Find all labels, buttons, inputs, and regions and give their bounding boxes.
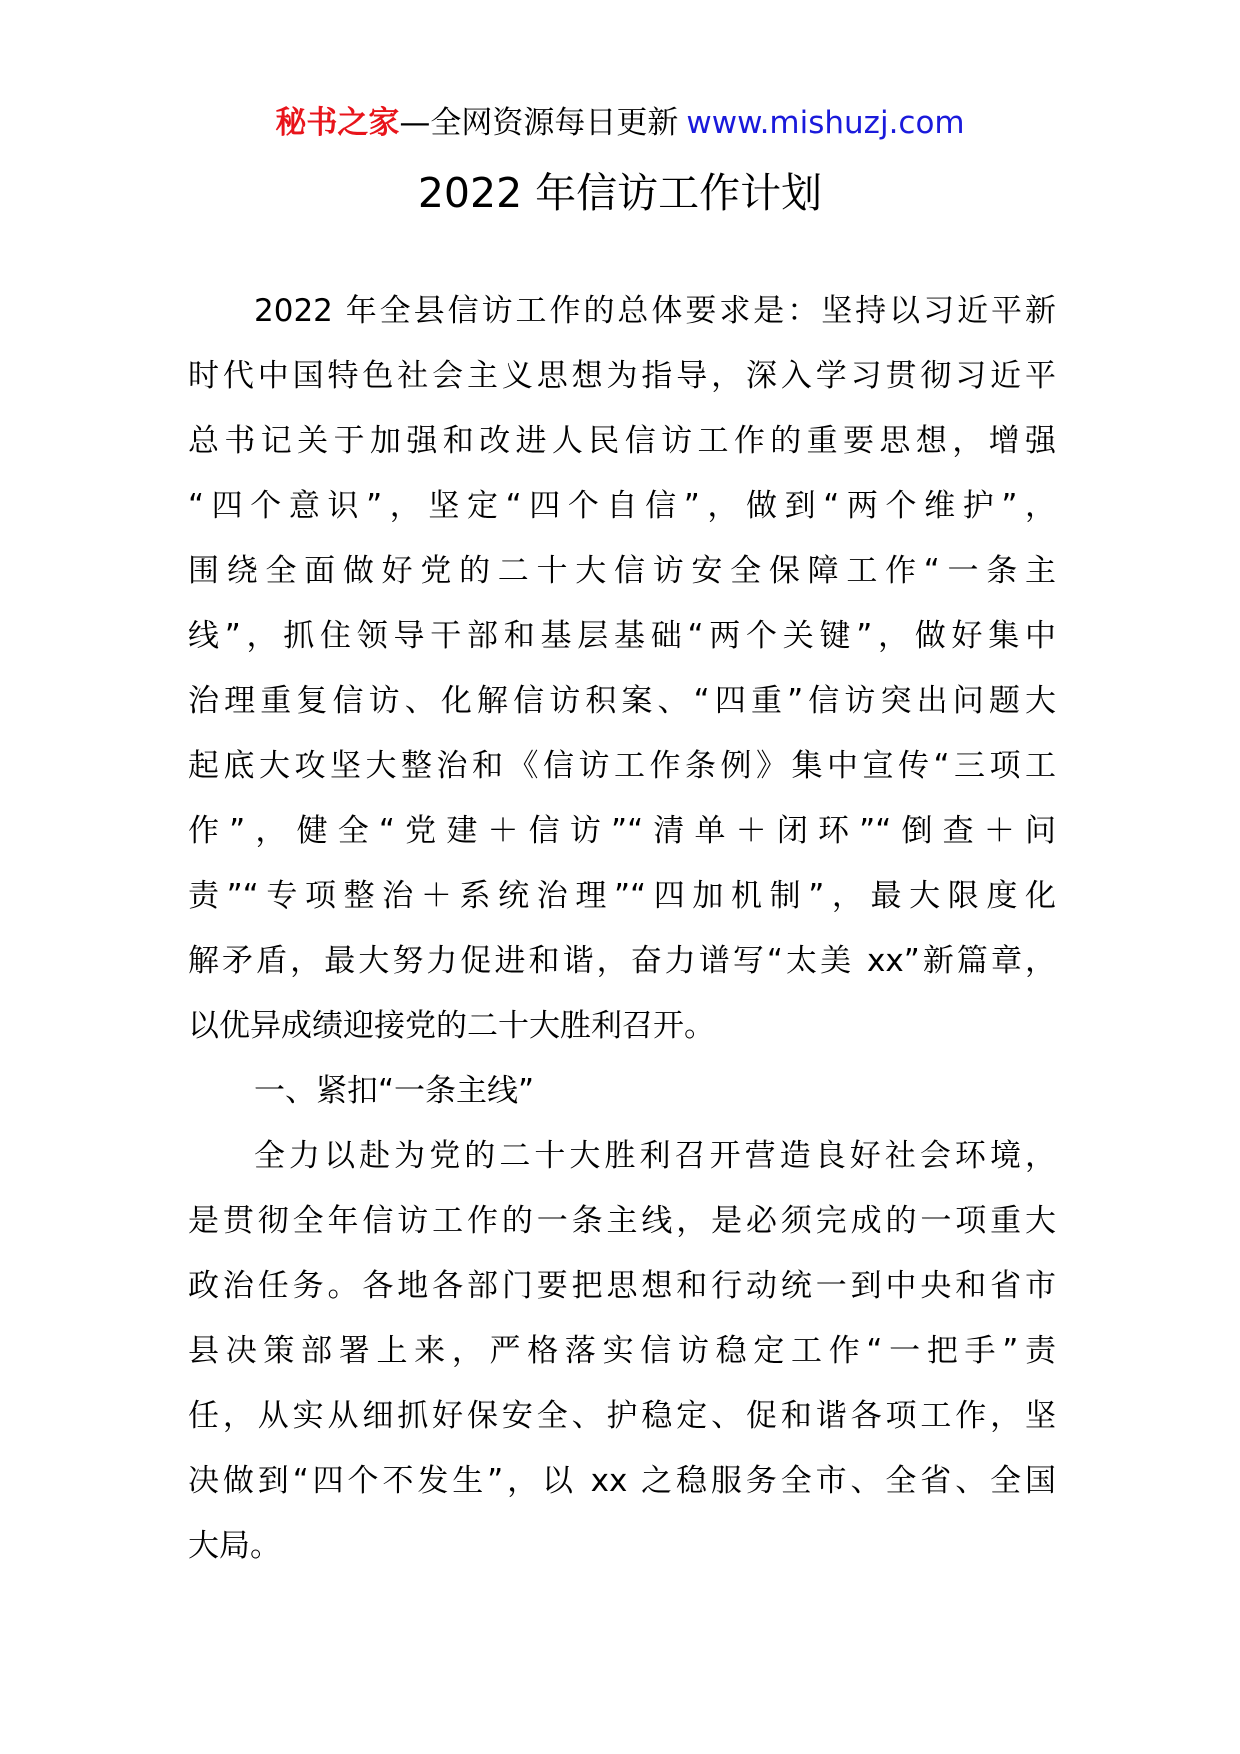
paragraph-line: “四个意识”，坚定“四个自信”，做到“两个维护”， <box>188 488 1056 524</box>
paragraph-line: 起底大攻坚大整治和《信访工作条例》集中宣传“三项工 <box>188 748 1056 784</box>
paragraph-line: 政治任务。各地各部门要把思想和行动统一到中央和省市 <box>188 1268 1056 1304</box>
paragraph-line: 是贯彻全年信访工作的一条主线，是必须完成的一项重大 <box>188 1203 1056 1239</box>
paragraph-line: 时代中国特色社会主义思想为指导，深入学习贯彻习近平 <box>188 358 1056 394</box>
section-heading: 一、紧扣“一条主线” <box>254 1073 535 1109</box>
paragraph-line: 大局。 <box>188 1528 281 1564</box>
paragraph-line: 线”，抓住领导干部和基层基础“两个关键”，做好集中 <box>188 618 1056 654</box>
paragraph-line: 以优异成绩迎接党的二十大胜利召开。 <box>188 1008 715 1044</box>
paragraph-line: 责”“专项整治＋系统治理”“四加机制”，最大限度化 <box>188 878 1056 914</box>
site-header <box>0 100 1240 146</box>
header-tagline: —全网资源每日更新 <box>399 105 679 141</box>
paragraph-line: 全力以赴为党的二十大胜利召开营造良好社会环境， <box>254 1138 1056 1174</box>
paragraph-line: 作”，健全“党建＋信访”“清单＋闭环”“倒查＋问 <box>188 813 1056 849</box>
paragraph-line: 县决策部署上来，严格落实信访稳定工作“一把手”责 <box>188 1333 1056 1369</box>
document-body <box>188 291 1056 1591</box>
brand-name: 秘书之家 <box>275 105 400 141</box>
paragraph-line: 围绕全面做好党的二十大信访安全保障工作“一条主 <box>188 553 1056 589</box>
paragraph-line: 解矛盾，最大努力促进和谐，奋力谱写“太美 xx”新篇章， <box>188 943 1056 979</box>
document-title: 2022 年信访工作计划 <box>417 169 823 217</box>
paragraph-line: 决做到“四个不发生”，以 xx 之稳服务全市、全省、全国 <box>188 1463 1056 1499</box>
paragraph-line: 总书记关于加强和改进人民信访工作的重要思想，增强 <box>188 423 1056 459</box>
paragraph-line: 2022 年全县信访工作的总体要求是：坚持以习近平新 <box>254 293 1056 329</box>
paragraph-line: 任，从实从细抓好保安全、护稳定、促和谐各项工作，坚 <box>188 1398 1056 1434</box>
paragraph-line: 治理重复信访、化解信访积案、“四重”信访突出问题大 <box>188 683 1056 719</box>
site-url-link[interactable]: www.mishuzj.com <box>686 105 965 141</box>
